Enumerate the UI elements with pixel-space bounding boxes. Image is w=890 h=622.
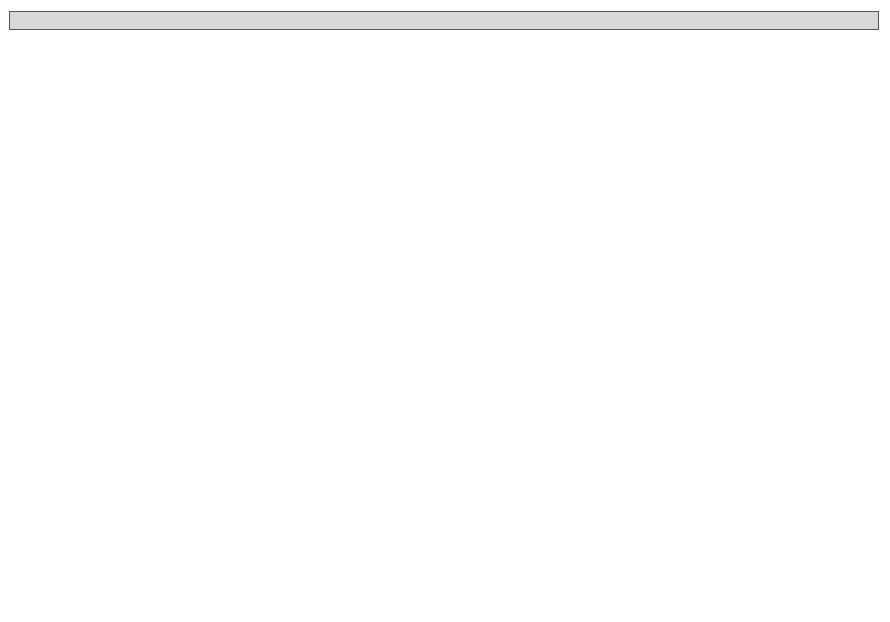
page-title [9,11,879,30]
